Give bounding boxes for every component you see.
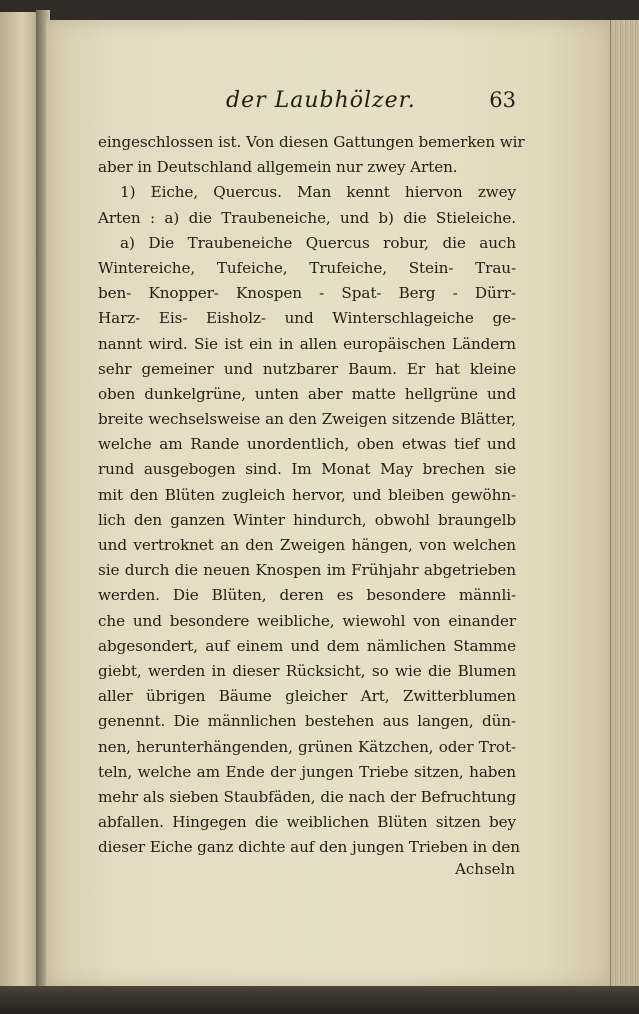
text-line: eingeschlossen ist. Von diesen Gattungen bemerken wir (98, 133, 525, 151)
text-line: lich den ganzen Winter hindurch, obwohl braungelb (98, 510, 516, 529)
text-line: giebt, werden in dieser Rücksicht, so wie die Blumen (98, 661, 516, 680)
page-stack-edge (610, 20, 639, 986)
text-line: aller übrigen Bäume gleicher Art, Zwitterblumen (98, 687, 516, 706)
text-line: nen, herunterhängenden, grünen Kätzchen, oder Trot- (98, 737, 516, 756)
text-line: Harz- Eis- Eisholz- und Winterschlageiche ge- (98, 309, 516, 328)
text-line: aber in Deutschland allgemein nur zwey Arten. (98, 158, 458, 177)
text-line: 1) Eiche, Quercus. Man kennt hiervon zwey (120, 183, 516, 202)
catchword: Achseln (455, 860, 515, 878)
page-header (96, 88, 516, 120)
text-line: abgesondert, auf einem und dem nämlichen Stamme (98, 636, 516, 655)
text-line: ben- Knopper- Knospen - Spat- Berg - Dürr- (98, 284, 516, 303)
text-line: che und besondere weibliche, wiewohl von einander (98, 611, 516, 630)
bottom-shadow (0, 986, 639, 1014)
text-line: breite wechselsweise an den Zweigen sitzende Blätter, (98, 410, 516, 429)
text-line: mit den Blüten zugleich hervor, und bleiben gewöhn- (98, 485, 516, 504)
text-line: nannt wird. Sie ist ein in allen europäischen Ländern (98, 334, 516, 353)
text-line: sehr gemeiner und nutzbarer Baum. Er hat kleine (98, 359, 516, 378)
text-line: welche am Rande unordentlich, oben etwas tief und (98, 435, 516, 454)
text-line: mehr als sieben Staubfäden, die nach der Befruchtung (98, 787, 516, 806)
text-line: teln, welche am Ende der jungen Triebe sitzen, haben (98, 762, 516, 781)
text-line: Arten : a) die Traubeneiche, und b) die Stieleiche. (98, 208, 516, 227)
text-line: und vertroknet an den Zweigen hängen, von welchen (98, 536, 516, 554)
running-title: der Laubhölzer. (226, 88, 416, 113)
text-line: Wintereiche, Tufeiche, Trufeiche, Stein- Trau- (98, 258, 516, 277)
text-line: a) Die Traubeneiche Quercus robur, die auch (120, 233, 516, 252)
text-line: rund ausgebogen sind. Im Monat May brechen sie (98, 460, 516, 479)
page-number: 63 (489, 88, 516, 112)
text-line: sie durch die neuen Knospen im Frühjahr abgetrieben (98, 561, 516, 580)
left-page-edge (0, 12, 40, 987)
body-text (98, 130, 525, 860)
text-line: dieser Eiche ganz dichte auf den jungen Trieben in den (98, 838, 520, 857)
text-line: genennt. Die männlichen bestehen aus langen, dün- (98, 712, 516, 731)
text-line: oben dunkelgrüne, unten aber matte hellgrüne und (98, 384, 516, 403)
text-line: werden. Die Blüten, deren es besondere männli- (98, 586, 516, 605)
text-line: abfallen. Hingegen die weiblichen Blüten sitzen bey (98, 813, 516, 832)
